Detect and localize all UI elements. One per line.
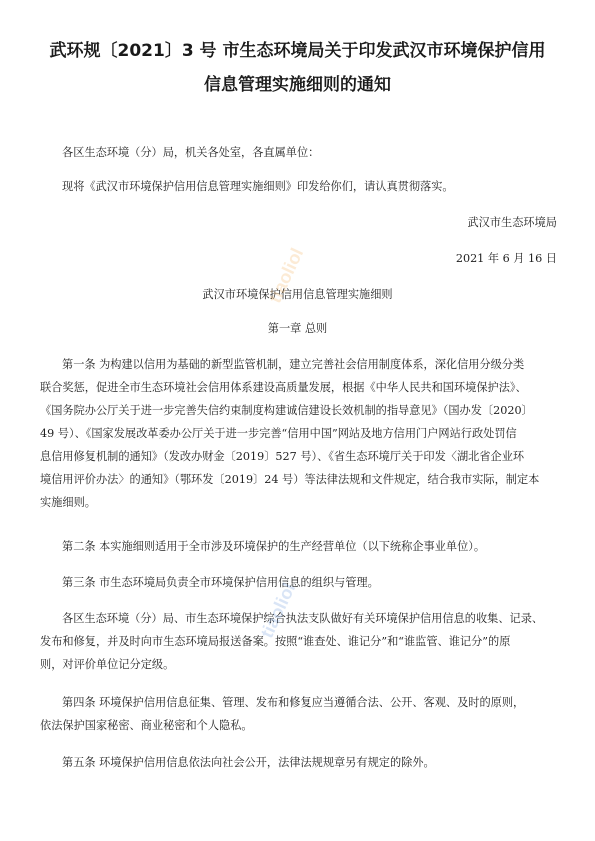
issuer: 武汉市生态环境局 xyxy=(467,216,557,229)
notice-body: 现将《武汉市环境保护信用信息管理实施细则》印发给你们，请认真贯彻落实。 xyxy=(62,180,454,193)
svg-text:tiaoliol: tiaoliol xyxy=(256,579,300,641)
chapter-heading: 第一章 总则 xyxy=(267,322,328,335)
article-1-line: 联合奖惩，促进全市生态环境社会信用体系建设高质量发展，根据《中华人民共和国环境保护法》、 xyxy=(40,381,527,394)
document-title-line-1: 武环规〔2021〕3 号 市生态环境局关于印发武汉市环境保护信用 xyxy=(49,41,546,61)
article-1-line: 息信用修复机制的通知》（发改办财金〔2019〕527 号）、《省生态环境厅关于印发〈湖北省企业环 xyxy=(40,450,525,463)
document-title-line-2: 信息管理实施细则的通知 xyxy=(204,75,391,95)
addressee: 各区生态环境（分）局，机关各处室，各直属单位： xyxy=(62,146,320,159)
article-1-line: 《国务院办公厅关于进一步完善失信约束制度构建诚信建设长效机制的指导意见》（国办发〔2020〕 xyxy=(40,404,533,417)
article-1-line: 实施细则。 xyxy=(40,496,96,509)
article-2: 第二条 本实施细则适用于全市涉及环境保护的生产经营单位（以下统称企事业单位）。 xyxy=(62,540,486,553)
article-4-line: 依法保护国家秘密、商业秘密和个人隐私。 xyxy=(40,719,253,732)
article-3-paragraph-line: 发布和修复，并及时向市生态环境局报送备案。按照“谁查处、谁记分”和“谁监管、谁记分”的原 xyxy=(40,635,511,648)
article-1-line: 49 号）、《国家发展改革委办公厅关于进一步完善“信用中国”网站及地方信用门户网站行政处罚信 xyxy=(40,427,517,440)
rules-title: 武汉市环境保护信用信息管理实施细则 xyxy=(202,288,393,301)
article-5: 第五条 环境保护信用信息依法向社会公开，法律法规规章另有规定的除外。 xyxy=(62,756,435,769)
article-1-line: 境信用评价办法〉的通知》（鄂环发〔2019〕24 号）等法律法规和文件规定，结合我市实际，制定本 xyxy=(40,473,540,486)
article-4-line: 第四条 环境保护信用信息征集、管理、发布和修复应当遵循合法、公开、客观、及时的原则， xyxy=(62,696,525,709)
article-3-paragraph-line: 则，对评价单位记分定级。 xyxy=(40,658,175,671)
issue-date: 2021 年 6 月 16 日 xyxy=(455,252,557,265)
svg-text:tiaoliol: tiaoliol xyxy=(264,244,308,306)
article-3-paragraph-line: 各区生态环境（分）局、市生态环境保护综合执法支队做好有关环境保护信用信息的收集、记录、 xyxy=(62,612,544,625)
article-1-line: 第一条 为构建以信用为基础的新型监管机制，建立完善社会信用制度体系，深化信用分级分类 xyxy=(62,358,525,371)
article-3: 第三条 市生态环境局负责全市环境保护信用信息的组织与管理。 xyxy=(62,576,379,589)
